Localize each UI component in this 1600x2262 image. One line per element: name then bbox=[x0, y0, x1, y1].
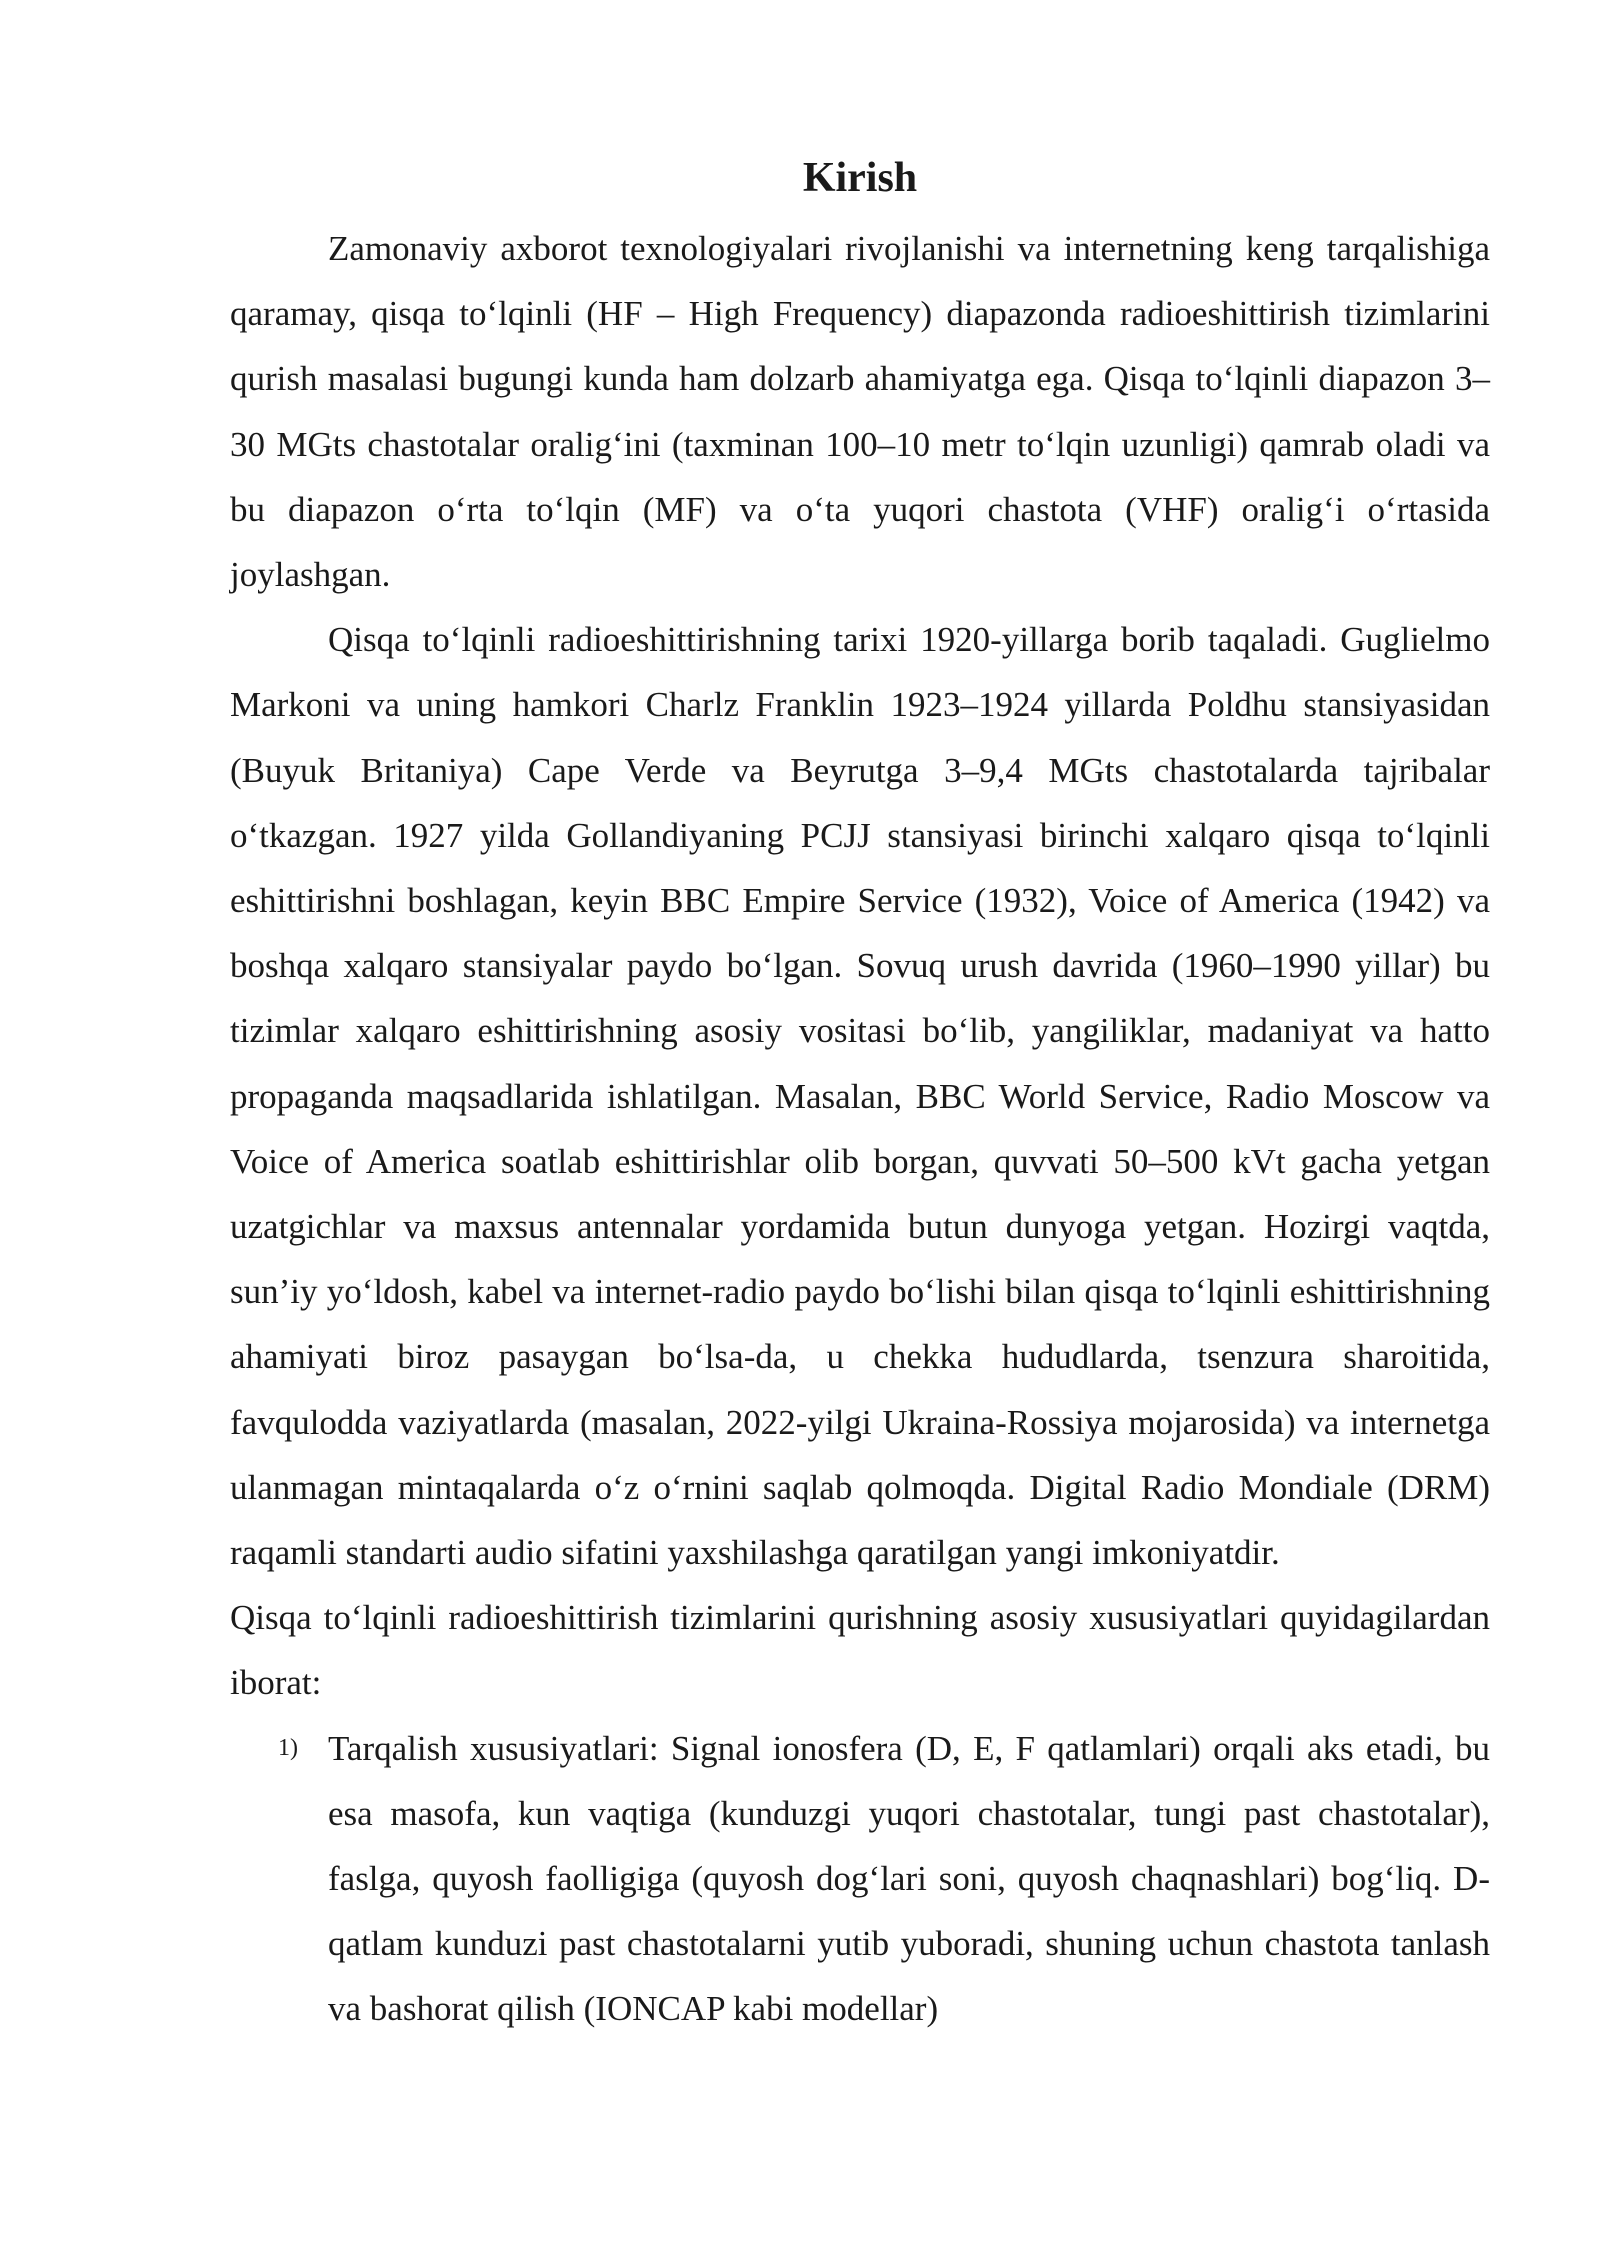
list-item bbox=[230, 1716, 1490, 2042]
page-title: Kirish bbox=[802, 155, 918, 201]
paragraph-intro: Zamonaviy axborot texnologiyalari rivojlanishi va internetning keng tarqalishiga qaramay, qisqa to‘lqinli (HF – High Frequency) diapazonda radioeshittirish tizimlarini qurish masalasi bugungi kunda ham dolzarb ahamiyatga ega. Qisqa to‘lqinli diapazon 3–30 MGts chastotalar oralig‘ini (taxminan 100–10 metr to‘lqin uzunligi) qamrab oladi va bu diapazon o‘rta to‘lqin (MF) va o‘ta yuqori chastota (VHF) oralig‘i o‘rtasida joylashgan. bbox=[230, 229, 1490, 595]
list-item-text: Tarqalish xususiyatlari: Signal ionosfera (D, E, F qatlamlari) orqali aks etadi, bu esa masofa, kun vaqtiga (kunduzgi yuqori chastotalar, tungi past chastotalar), faslga, quyosh faolligiga (quyosh dog‘lari soni, quyosh chaqnashlari) bog‘liq. D-qatlam kunduzi past chastotalarni yutib yuboradi, shuning uchun chastota tanlash va bashorat qilish (IONCAP kabi modellar) bbox=[328, 1728, 1490, 2029]
list-marker: 1) bbox=[278, 1734, 298, 1761]
paragraph-features-intro: Qisqa to‘lqinli radioeshittirish tizimlarini qurishning asosiy xususiyatlari quyidagilardan iborat: bbox=[230, 1598, 1490, 1703]
paragraph-history: Qisqa to‘lqinli radioeshittirishning tarixi 1920-yillarga borib taqaladi. Guglielmo Markoni va uning hamkori Charlz Franklin 1923–1924 yillarda Poldhu stansiyasidan (Buyuk Britaniya) Cape Verde va Beyrutga 3–9,4 MGts chastotalarda tajribalar o‘tkazgan. 1927 yilda Gollandiyaning PCJJ stansiyasi birinchi xalqaro qisqa to‘lqinli eshittirishni boshlagan, keyin BBC Empire Service (1932), Voice of America (1942) va boshqa xalqaro stansiyalar paydo bo‘lgan. Sovuq urush davrida (1960–1990 yillar) bu tizimlar xalqaro eshittirishning asosiy vositasi bo‘lib, yangiliklar, madaniyat va hatto propaganda maqsadlarida ishlatilgan. Masalan, BBC World Service, Radio Moscow va Voice of America soatlab eshittirishlar olib borgan, quvvati 50–500 kVt gacha yetgan uzatgichlar va maxsus antennalar yordamida butun dunyoga yetgan. Hozirgi vaqtda, sun’iy yo‘ldosh, kabel va internet-radio paydo bo‘lishi bilan qisqa to‘lqinli eshittirishning ahamiyati biroz pasaygan bo‘lsa-da, u chekka hududlarda, tsenzura sharoitida, favqulodda vaziyatlarda (masalan, 2022-yilgi Ukraina-Rossiya mojarosida) va internetga ulanmagan mintaqalarda o‘z o‘rnini saqlab qolmoqda. Digital Radio Mondiale (DRM) raqamli standarti audio sifatini yaxshilashga qaratilgan yangi imkoniyatdir. bbox=[230, 620, 1490, 1573]
page-content bbox=[230, 150, 1490, 2042]
features-list bbox=[230, 1716, 1490, 2042]
